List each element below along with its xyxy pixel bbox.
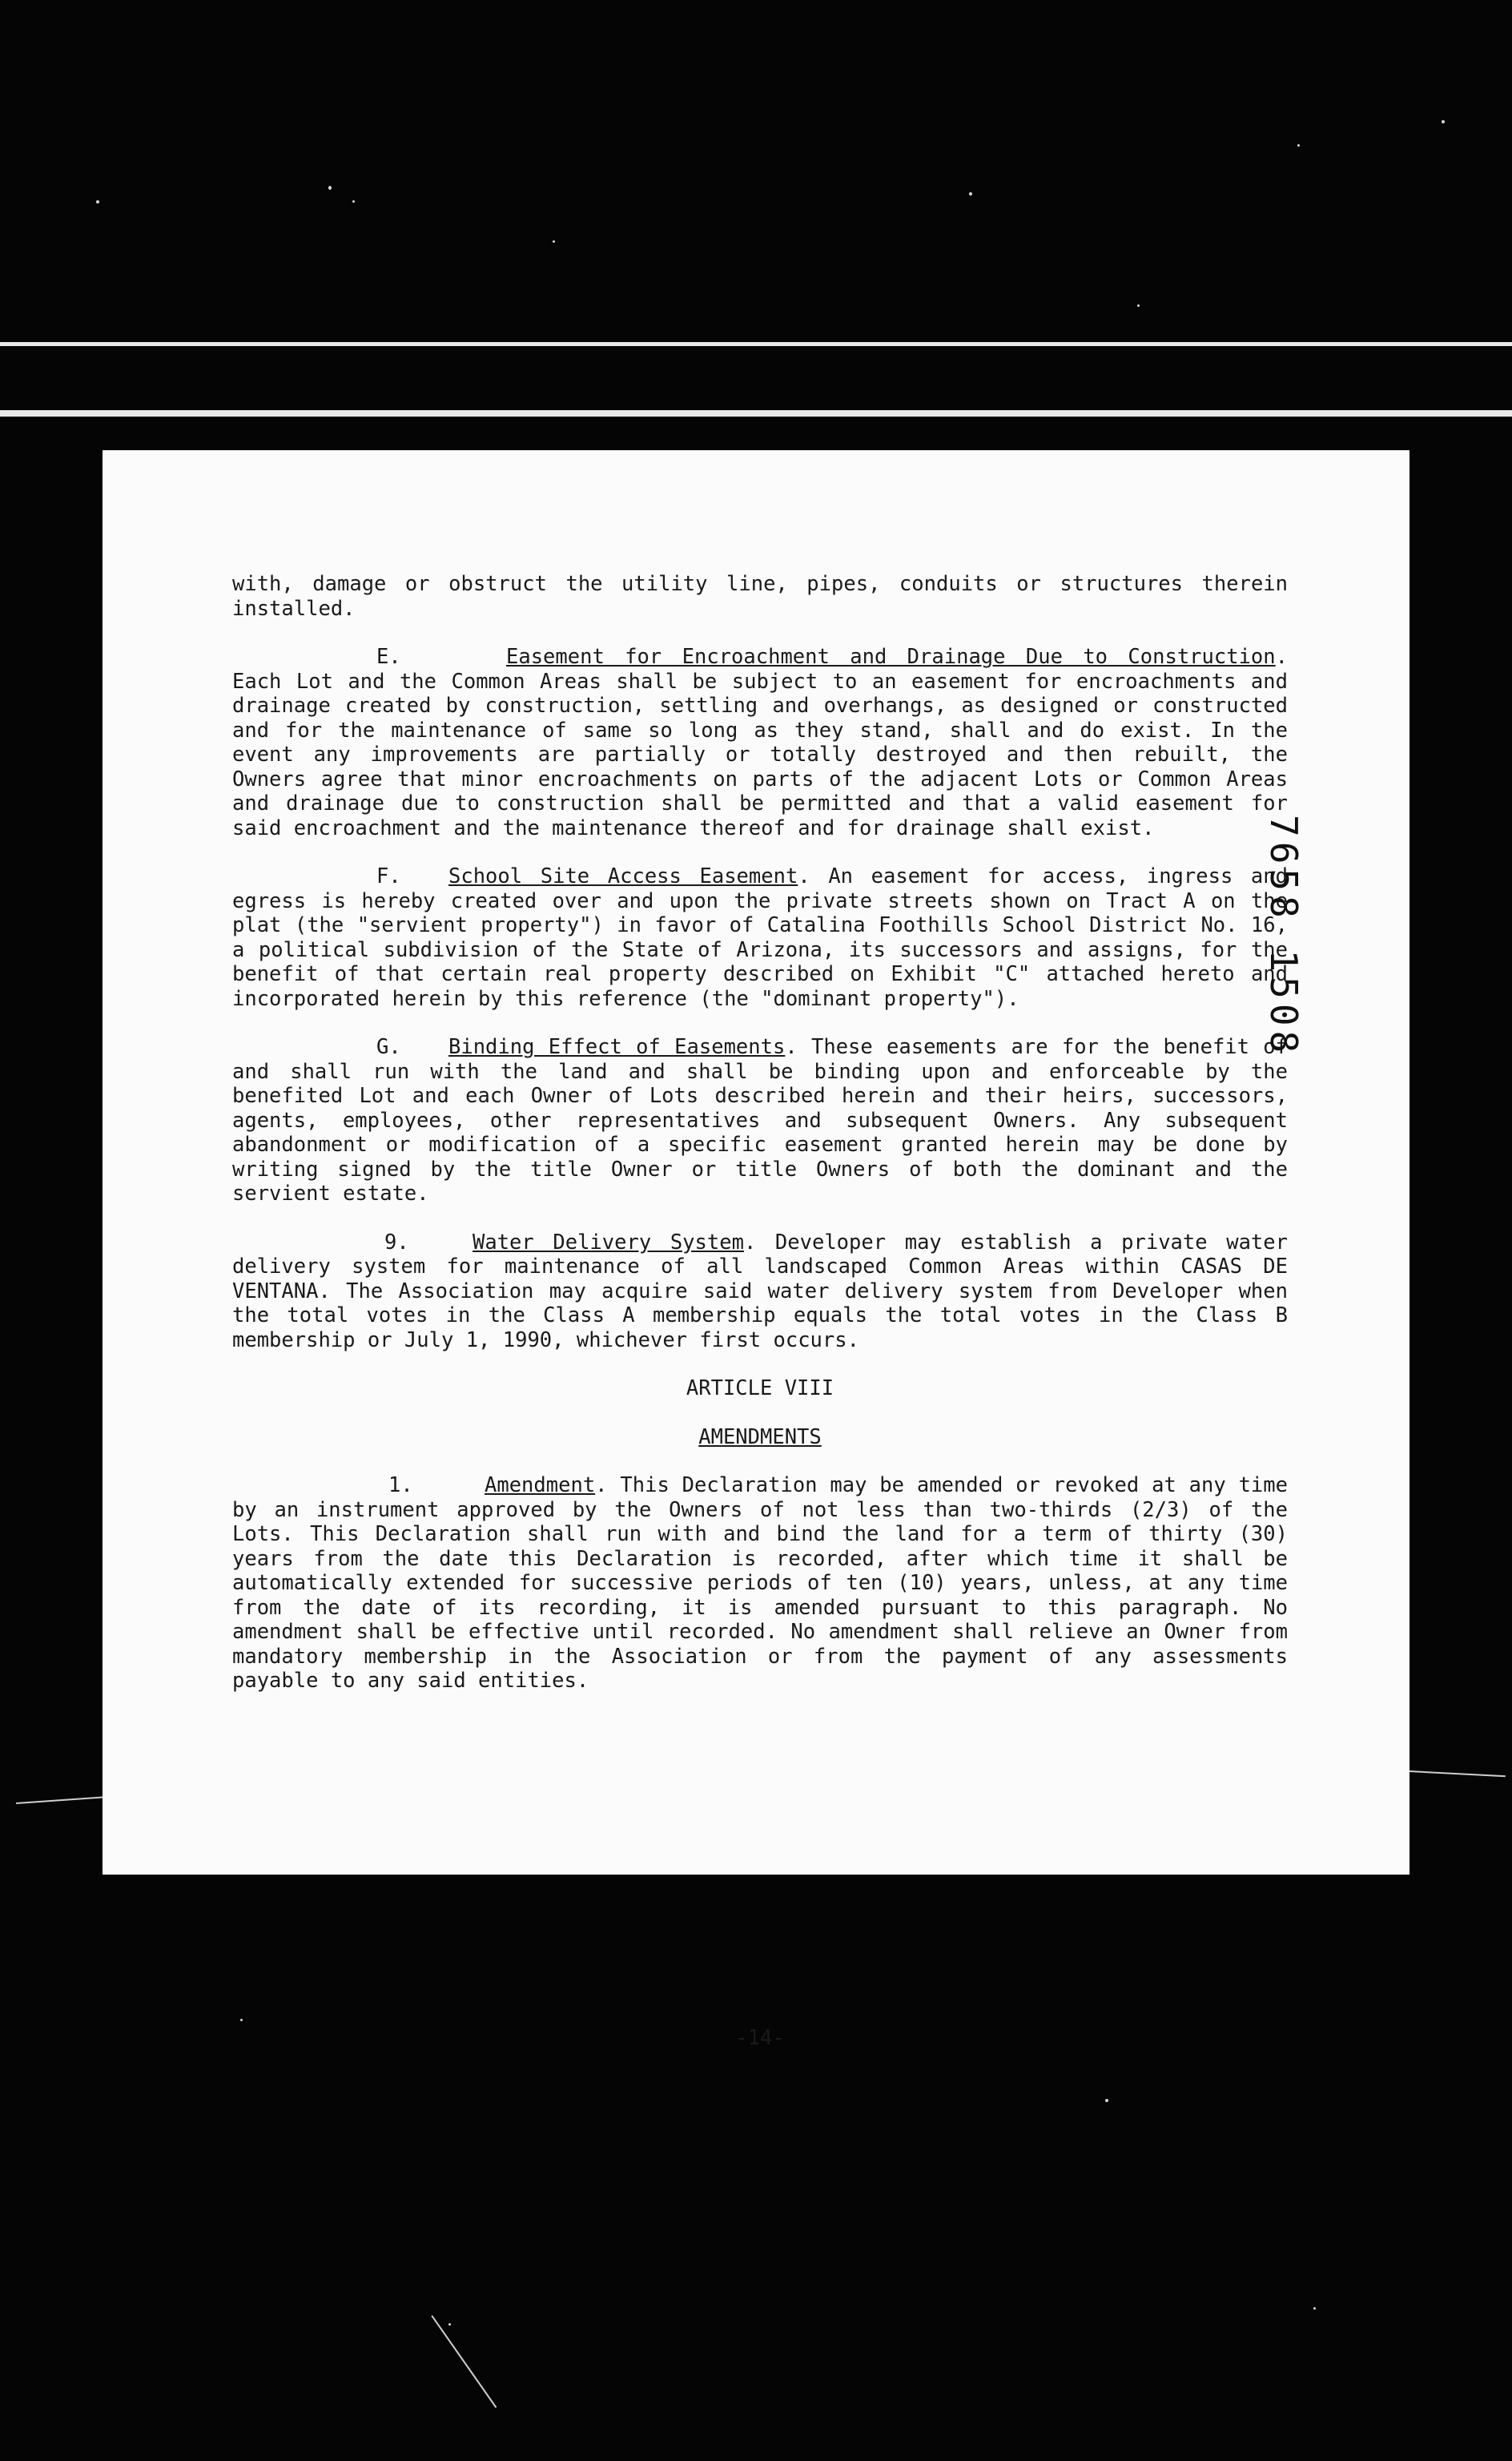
scan-speck xyxy=(1297,144,1300,147)
section-body: An easement for access, ingress and egress is hereby created over and upon the private streets shown on Tract A on the plat (the "servient property") in favor of Catalina Foothills School District No. 16, a political subdivision of the State of Arizona, its successors and assigns, for the benefit of that certain real property described on Exhibit "C" attached hereto and incorporated herein by this reference (the "dominant property"). xyxy=(232,864,1288,1011)
scan-speck xyxy=(553,240,555,243)
section-body: Developer may establish a private water delivery system for maintenance of all landscaped Common Areas within CASAS DE VENTANA. The Association may acquire said water delivery system from Developer when the total votes in the Class A membership equals the total votes in the Class B membership or July 1, 1990, whichever first occurs. xyxy=(232,1230,1288,1352)
scan-speck xyxy=(96,200,99,203)
section-number: F. xyxy=(376,864,401,888)
section-heading: School Site Access Easement xyxy=(448,864,798,888)
book-page-reference: 7658 1508 xyxy=(1262,815,1305,1058)
section-number: G. xyxy=(376,1035,401,1059)
section-body: Each Lot and the Common Areas shall be subject to an easement for encroachments and drainage created by construction, settling and overhangs, as designed or constructed and for the maintenance of same so long as they stand, shall and do exist. In the event any improvements are partially or totally destroyed and then rebuilt, the Owners agree that minor encroachments on parts of the adjacent Lots or Common Areas and drainage due to construction shall be permitted and that a valid easement for said encroachment and the maintenance thereof and for drainage shall exist. xyxy=(232,669,1288,840)
section-heading: Easement for Encroachment and Drainage Due to Construction xyxy=(506,645,1276,669)
section-heading: Water Delivery System xyxy=(472,1230,744,1255)
section-f: F. School Site Access Easement. An easement for access, ingress and egress is hereby created over and upon the private streets shown on Tract A on the plat (the "servient property") in favor of Catalina Foothills School District No. 16, a political subdivision of the State of Arizona, its successors and assigns, for the benefit of that certain real property described on Exhibit "C" attached hereto and incorporated herein by this reference (the "dominant property"). xyxy=(232,864,1288,1011)
scan-speck xyxy=(969,192,972,195)
section-number: 9. xyxy=(384,1230,409,1255)
scan-scratch xyxy=(431,2315,497,2408)
article-title: ARTICLE VIII xyxy=(686,1376,834,1400)
section-heading: Binding Effect of Easements xyxy=(448,1035,786,1059)
scan-scratch xyxy=(1409,1770,1506,1777)
section-body: These easements are for the benefit of and shall run with the land and shall be binding upon and enforceable by the benefited Lot and each Owner of Lots described herein and their heirs, successors, agents, employees, other representatives and subsequent Owners. Any subsequent abandonment or modification of a specific easement granted herein may be done by writing signed by the title Owner or title Owners of both the dominant and the servient estate. xyxy=(232,1035,1288,1206)
section-e: E. Easement for Encroachment and Drainage Due to Construction. Each Lot and the Common Areas shall be subject to an easement for encroachments and drainage created by construction, settling and overhangs, as designed or constructed and for the maintenance of same so long as they stand, shall and do exist. In the event any improvements are partially or totally destroyed and then rebuilt, the Owners agree that minor encroachments on parts of the adjacent Lots or Common Areas and drainage due to construction shall be permitted and that a valid easement for said encroachment and the maintenance thereof and for drainage shall exist. xyxy=(232,645,1288,840)
scan-speck xyxy=(1313,2307,1316,2310)
scan-speck xyxy=(352,200,355,203)
scan-speck xyxy=(1442,120,1445,123)
scan-speck xyxy=(240,2019,243,2021)
section-heading: Amendment xyxy=(485,1473,596,1497)
section-g: G. Binding Effect of Easements. These easements are for the benefit of and shall run with the land and shall be binding upon and enforceable by the benefited Lot and each Owner of Lots described herein and their heirs, successors, agents, employees, other representatives and subsequent Owners. Any subsequent abandonment or modification of a specific easement granted herein may be done by writing signed by the title Owner or title Owners of both the dominant and the servient estate. xyxy=(232,1035,1288,1206)
page-number: -14- xyxy=(735,2026,785,2050)
scan-border-line-bottom xyxy=(0,410,1512,417)
scan-speck xyxy=(1137,304,1140,307)
section-number: E. xyxy=(376,645,401,669)
section-body: This Declaration may be amended or revoked at any time by an instrument approved by the Owners of not less than two-thirds (2/3) of the Lots. This Declaration shall run with and bind the land for a term of thirty (30) years from the date this Declaration is recorded, after which time it shall be automatically extended for successive periods of ten (10) years, unless, at any time from the date of its recording, it is amended pursuant to this paragraph. No amendment shall be effective until recorded. No amendment shall relieve an Owner from mandatory membership in the Association or from the payment of any assessments payable to any said entities. xyxy=(232,1473,1288,1693)
page-content xyxy=(232,572,1288,2050)
amendment-paragraph: 1. Amendment. This Declaration may be amended or revoked at any time by an instrument approved by the Owners of not less than two-thirds (2/3) of the Lots. This Declaration shall run with and bind the land for a term of thirty (30) years from the date this Declaration is recorded, after which time it shall be automatically extended for successive periods of ten (10) years, unless, at any time from the date of its recording, it is amended pursuant to this paragraph. No amendment shall be effective until recorded. No amendment shall relieve an Owner from mandatory membership in the Association or from the payment of any assessments payable to any said entities. xyxy=(232,1473,1288,1693)
scan-speck xyxy=(328,186,332,190)
scan-speck xyxy=(1105,2099,1108,2102)
article-subtitle: AMENDMENTS xyxy=(698,1424,822,1449)
section-9: 9. Water Delivery System. Developer may establish a private water delivery system for maintenance of all landscaped Common Areas within CASAS DE VENTANA. The Association may acquire said water delivery system from Developer when the total votes in the Class A membership equals the total votes in the Class B membership or July 1, 1990, whichever first occurs. xyxy=(232,1230,1288,1352)
scan-border-line-top xyxy=(0,342,1512,346)
document-page xyxy=(103,450,1409,2050)
continuation-paragraph: with, damage or obstruct the utility line, pipes, conduits or structures therein installed. xyxy=(232,572,1288,621)
scan-speck xyxy=(448,2323,451,2326)
section-number: 1. xyxy=(388,1473,413,1497)
